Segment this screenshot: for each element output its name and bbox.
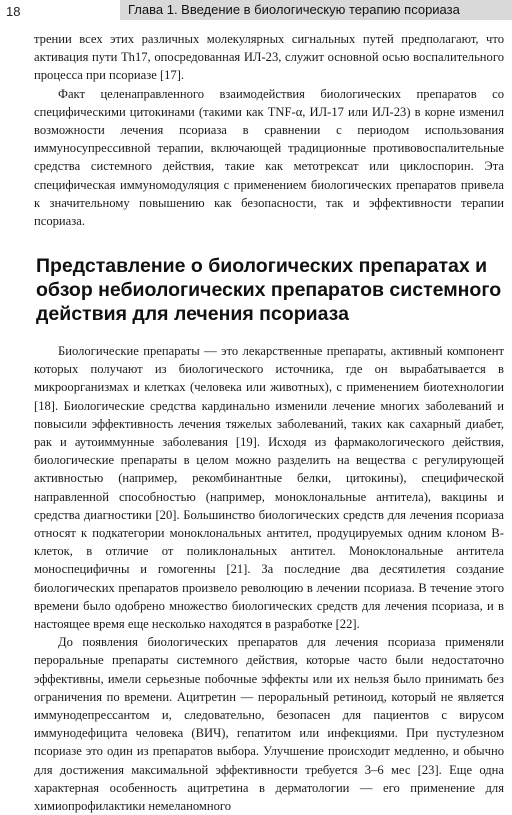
- section-paragraph-2: До появления биологических препаратов для лечения псориаза применяли пероральные препараты системного действия, которые часто были недостаточно эффективны, имели серьезные побочные эффекты или их нельзя было принимать без ограничения по времени. Ацитретин — пероральный ретиноид, который не является иммунодепрессантом и, следовательно, безопасен для пациентов с вирусом иммунодефицита человека (ВИЧ), гепатитом или инфекциями. При пустулезном псориазе это один из препаратов выбора. Улучшение происходит медленно, и обычно для достижения максимальной эффективности требуется 3–6 мес [23]. Еще одна характерная особенность ацитретина в дерматологии — его применение для химиопрофилактики немеланомного: [34, 635, 504, 814]
- intro-text: [34, 30, 504, 230]
- intro-paragraph-2: Факт целенаправленного взаимодействия биологических препаратов со специфическими цитокинами (такими как TNF-α, ИЛ-17 или ИЛ-23) в корне изменил возможности лечения псориаза в сравнении с периодом использования иммуносупрессивной терапии, включающей традиционные противовоспалительные средства системного действия, такие как метотрексат или циклоспорин. Эта специфическая иммуномодуляция с применением биологических препаратов привела к значительному повышению как безопасности, так и эффективности терапии псориаза.: [34, 86, 504, 229]
- section-paragraph-1: Биологические препараты — это лекарственные препараты, активный компонент которых получают из биологического источника, где он вырабатывается в микроорганизмах и клетках (человека или животных), с применением биотехнологии [18]. Биологические средства кардинально изменили лечение многих заболеваний и повысили эффективность лечения тяжелых заболеваний, таких как сахарный диабет, рак и аутоиммунные заболевания [19]. Исходя из фармакологического действия, биологические препараты в целом можно разделить на вещества с регулирующей активностью (например, рекомбинантные белки, цитокины), специфической направленной способностью (например, моноклональные антитела), вакцины и средства диагностики [20]. Большинство биологических средств для лечения псориаза относят к подкатегории моноклональных антител, продуцируемых одним клоном B-клеток, в отличие от поликлональных антител. Моноклональные антитела моноспецифичны и гомогенны [21]. За последние два десятилетия создание биологических препаратов произвело революцию в лечении псориаза. В течение этого времени было одобрено множество биологических средств для лечения псориаза, и в настоящее время еще несколько находятся в разработке [22].: [34, 344, 504, 632]
- section-heading: Представление о биологических препаратах и обзор небиологических препаратов системного действия для лечения псориаза: [36, 255, 502, 326]
- running-title: Глава 1. Введение в биологическую терапию псориаза: [120, 0, 512, 20]
- section-text: [34, 342, 504, 815]
- page-header: [0, 0, 512, 24]
- page-number: 18: [6, 4, 21, 19]
- intro-paragraph-1: трении всех этих различных молекулярных сигнальных путей предполагают, что активация пути Th17, опосредованная ИЛ-23, служит основной осью воспалительного процесса при псориазе [17].: [34, 32, 504, 83]
